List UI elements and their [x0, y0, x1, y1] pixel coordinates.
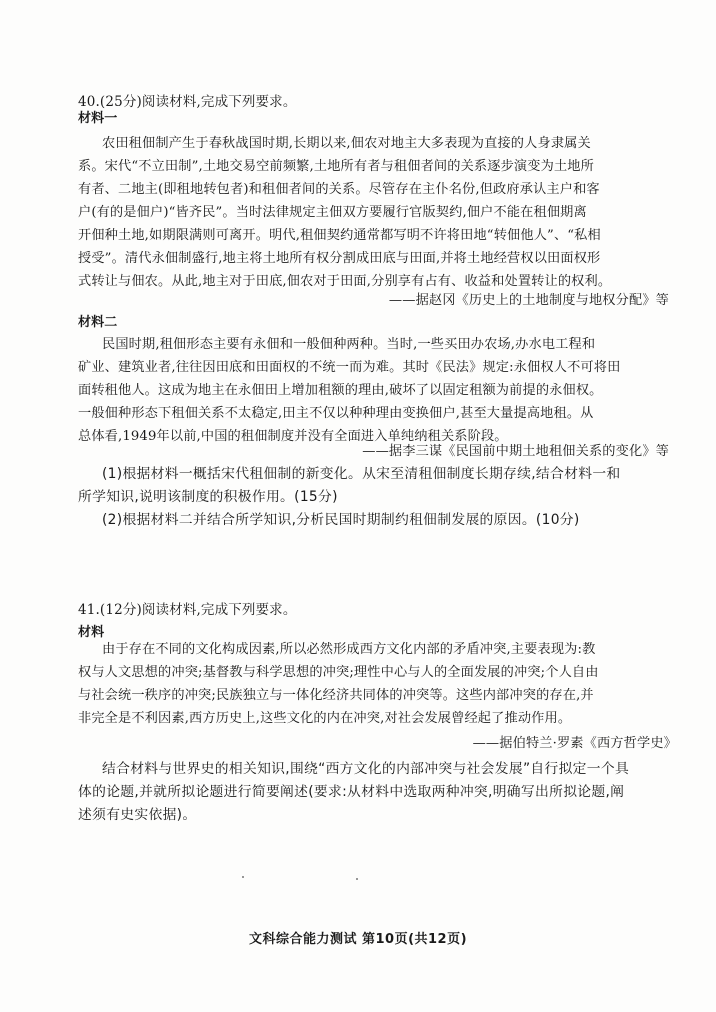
q41-material-line: 与社会统一秩序的冲突;民族独立与一体化经济共同体的冲突等。这些内部冲突的存在,并 [78, 688, 594, 703]
page-footer: 文科综合能力测试 第10页(共12页) [248, 932, 468, 947]
q40-header: 40.(25分)阅读材料,完成下列要求。 [78, 94, 297, 110]
q41-material-line: 由于存在不同的文化构成因素,所以必然形成西方文化内部的矛盾冲突,主要表现为:教 [102, 642, 596, 657]
material-2-line: 总体看,1949年以前,中国的租佃制度并没有全面进入单纯纳租关系阶段。 [78, 429, 508, 444]
material-1-line: 授受”。清代永佃制盛行,地主将土地所有权分割成田底与田面,并将土地经营权以田面权形 [78, 251, 601, 266]
material-2-line: 一般佃种形态下租佃关系不太稳定,田主不仅以种种理由变换佃户,甚至大量提高地租。从 [78, 406, 594, 421]
q40-question-1: (1)根据材料一概括宋代租佃制的新变化。从宋至清租佃制度长期存续,结合材料一和 [102, 466, 621, 482]
q41-material-line: 权与人文思想的冲突;基督教与科学思想的冲突;理性中心与人的全面发展的冲突;个人自由 [78, 665, 599, 680]
material-1-line: 农田租佃制产生于春秋战国时期,长期以来,佃农对地主大多表现为直接的人身隶属关 [102, 136, 591, 151]
material-1-line: 式转让与佃农。从此,地主对于田底,佃农对于田面,分别享有占有、收益和处置转让的权利。 [78, 274, 612, 289]
material-2-line: 民国时期,租佃形态主要有永佃和一般佃种两种。当时,一些买田办农场,办水电工程和 [102, 337, 596, 352]
q40-question-1-cont: 所学知识,说明该制度的积极作用。(15分) [78, 489, 338, 505]
material-1-line: 户(有的是佃户)“皆齐民”。当时法律规定主佃双方要履行官版契约,佃户不能在租佃期离 [78, 205, 587, 220]
material-2-line: 矿业、建筑业者,往往因田底和田面权的不统一而为难。其时《民法》规定:永佃权人不可将田 [78, 360, 621, 375]
q41-task: 结合材料与世界史的相关知识,围绕“西方文化的内部冲突与社会发展”自行拟定一个具 [102, 761, 630, 777]
q41-task: 体的论题,并就所拟论题进行简要阐述(要求:从材料中选取两种冲突,明确写出所拟论题,阐 [78, 784, 625, 800]
material-1-line: 开佃种土地,如期限满则可离开。明代,租佃契约通常都写明不许将田地“转佃他人”、“私相 [78, 228, 601, 243]
q41-header: 41.(12分)阅读材料,完成下列要求。 [78, 602, 297, 618]
q41-task: 述须有史实依据)。 [78, 807, 197, 823]
material-2-line: 面转租他人。这成为地主在永佃田上增加租额的理由,破坏了以固定租额为前提的永佃权。 [78, 383, 603, 398]
q41-source: ——据伯特兰·罗素《西方哲学史》 [472, 736, 677, 751]
scan-speck [356, 878, 358, 880]
scan-speck [242, 876, 244, 878]
material-2-source: ——据李三谋《民国前中期土地租佃关系的变化》等 [362, 444, 669, 459]
q40-question-2: (2)根据材料二并结合所学知识,分析民国时期制约租佃制发展的原因。(10分) [102, 512, 580, 528]
material-1-line: 有者、二地主(即租地转包者)和租佃者间的关系。尽管存在主仆名份,但政府承认主户和客 [78, 182, 600, 197]
material-1-label: 材料一 [78, 111, 118, 126]
material-2-label: 材料二 [78, 315, 118, 330]
q41-material-label: 材料 [78, 625, 105, 640]
material-1-line: 系。宋代“不立田制”,土地交易空前频繁,土地所有者与租佃者间的关系逐步演变为土地所 [78, 159, 594, 174]
material-1-source: ——据赵冈《历史上的土地制度与地权分配》等 [388, 293, 669, 308]
q41-material-line: 非完全是不利因素,西方历史上,这些文化的内在冲突,对社会发展曾经起了推动作用。 [78, 711, 572, 726]
